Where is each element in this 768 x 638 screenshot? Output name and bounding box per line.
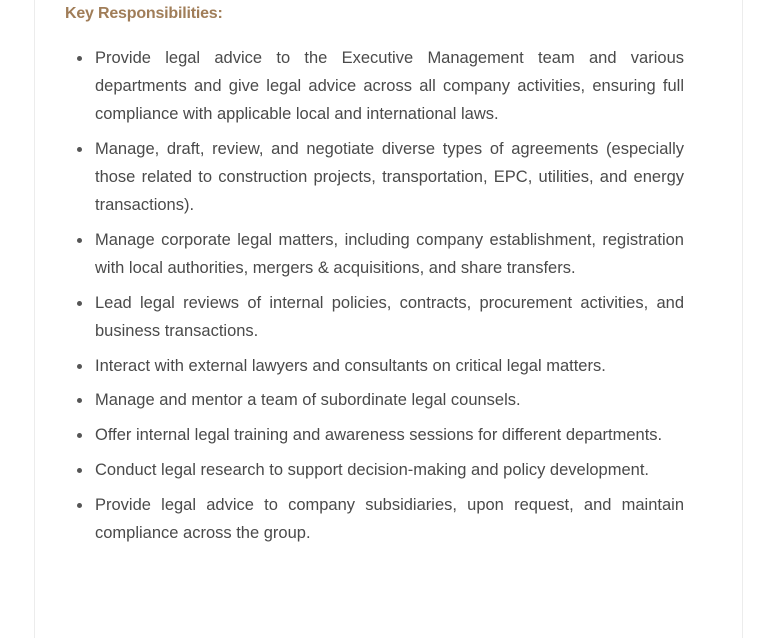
list-item (70, 491, 684, 547)
list-item (70, 135, 684, 219)
list-item (70, 289, 684, 345)
list-item-text: Manage, draft, review, and negotiate diverse types of agreements (especially those related to construction projects, transportation, EPC, utilities, and energy transactions). (95, 140, 684, 214)
bullet-icon (77, 398, 82, 403)
list-item-text: Lead legal reviews of internal policies, contracts, procurement activities, and business transactions. (95, 294, 684, 340)
section-heading: Key Responsibilities: (65, 5, 223, 22)
list-item (70, 352, 684, 380)
list-item-text: Provide legal advice to the Executive Management team and various departments and give legal advice across all company activities, ensuring full compliance with applicable local and international laws. (95, 49, 684, 123)
list-item-text: Manage corporate legal matters, including company establishment, registration with local authorities, mergers & acquisitions, and share transfers. (95, 231, 684, 277)
list-item (70, 226, 684, 282)
list-item (70, 421, 684, 449)
list-item (70, 386, 684, 414)
bullet-icon (77, 147, 82, 152)
bullet-icon (77, 301, 82, 306)
list-item-text: Conduct legal research to support decision-making and policy development. (95, 461, 649, 479)
bullet-icon (77, 468, 82, 473)
list-item (70, 456, 684, 484)
responsibilities-list (70, 44, 684, 554)
list-item-text: Provide legal advice to company subsidiaries, upon request, and maintain compliance across the group. (95, 496, 684, 542)
list-item-text: Manage and mentor a team of subordinate legal counsels. (95, 391, 521, 409)
bullet-icon (77, 503, 82, 508)
list-item (70, 44, 684, 128)
list-item-text: Interact with external lawyers and consultants on critical legal matters. (95, 357, 606, 375)
bullet-icon (77, 364, 82, 369)
bullet-icon (77, 433, 82, 438)
bullet-icon (77, 238, 82, 243)
list-item-text: Offer internal legal training and awareness sessions for different departments. (95, 426, 663, 444)
bullet-icon (77, 56, 82, 61)
